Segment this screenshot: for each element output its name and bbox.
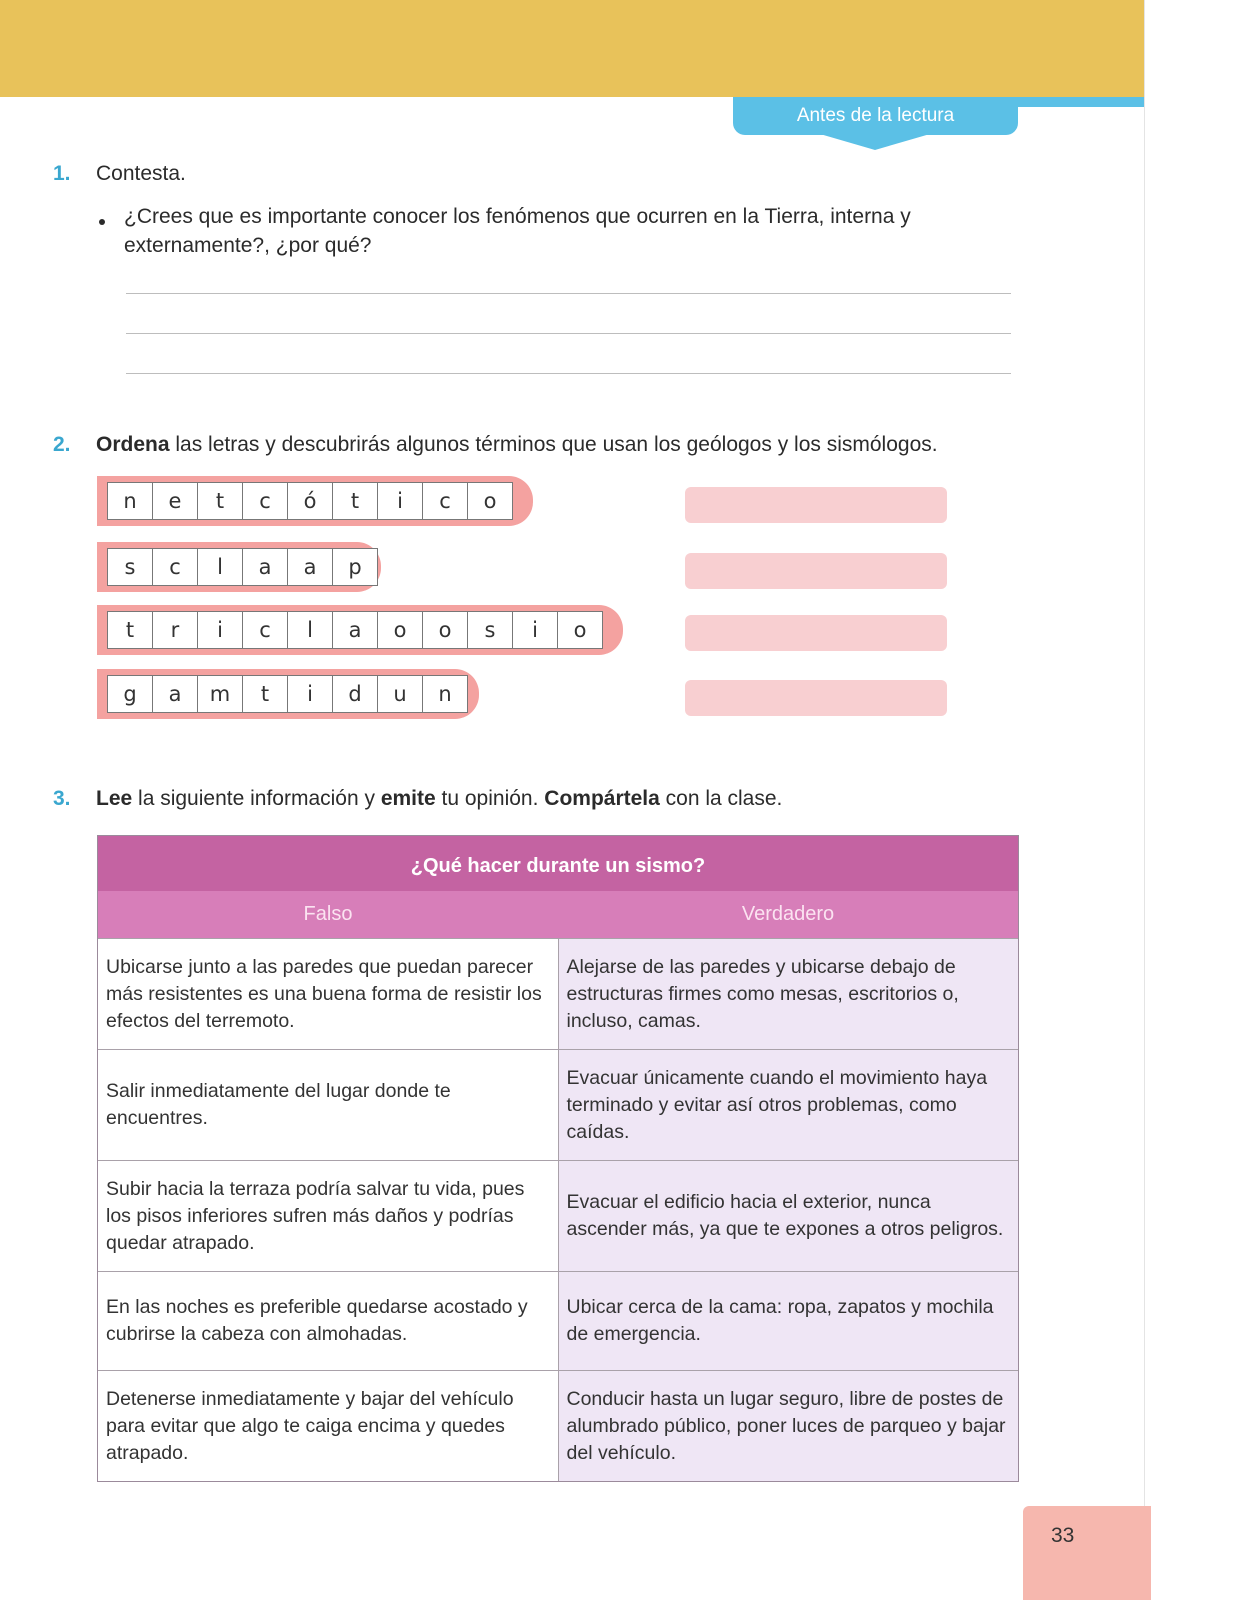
question-1-prompt: ¿Crees que es importante conocer los fenómenos que ocurren en la Tierra, interna y externamente?, ¿por qué? [124, 205, 911, 257]
falso-cell: Subir hacia la terraza podría salvar tu vida, pues los pisos inferiores sufren más daños y podrías quedar atrapado. [98, 1161, 559, 1271]
letter-box: o [573, 618, 587, 642]
scrambled-word-row [97, 542, 381, 592]
table-title: ¿Qué hacer durante un sismo? [98, 836, 1018, 891]
answer-field[interactable] [685, 615, 947, 651]
scrambled-word-row [97, 669, 479, 719]
section-tab-point [820, 134, 930, 150]
letter-box: i [513, 612, 558, 648]
letter-box: l [198, 549, 243, 585]
letter-box: o [423, 612, 468, 648]
verdadero-cell: Conducir hasta un lugar seguro, libre de postes de alumbrado público, poner luces de parqueo y bajar del vehículo. [559, 1371, 1019, 1481]
bullet-icon [99, 219, 105, 225]
letter-box: r [153, 612, 198, 648]
answer-field[interactable] [685, 680, 947, 716]
falso-cell: Ubicarse junto a las paredes que puedan parecer más resistentes es una buena forma de resistir los efectos del terremoto. [98, 939, 559, 1049]
page-number: 33 [1023, 1506, 1151, 1600]
verdadero-cell: Evacuar el edificio hacia el exterior, nunca ascender más, ya que te expones a otros peligros. [559, 1161, 1019, 1271]
scrambled-word-row [97, 605, 623, 655]
letter-box: i [198, 612, 243, 648]
scrambled-word-row [97, 476, 533, 526]
letter-box: o [378, 612, 423, 648]
falso-cell: En las noches es preferible quedarse acostado y cubrirse la cabeza con almohadas. [98, 1272, 559, 1370]
table-row [98, 938, 1018, 1049]
column-header-verdadero: Verdadero [741, 903, 835, 925]
verdadero-cell: Ubicar cerca de la cama: ropa, zapatos y mochila de emergencia. [559, 1272, 1019, 1370]
question-3-number: 3. [53, 787, 71, 810]
letter-box: t [333, 483, 378, 519]
answer-line[interactable] [126, 333, 1011, 334]
answer-field[interactable] [685, 553, 947, 589]
letter-box: d [333, 676, 378, 712]
table-row [98, 1271, 1018, 1370]
letter-box: a [288, 549, 333, 585]
letter-box: n [108, 483, 153, 519]
question-2-verb: Ordena [96, 433, 170, 456]
section-tab: Antes de la lectura [733, 97, 1018, 135]
letter-box: l [288, 612, 333, 648]
letter-box: n [438, 682, 452, 706]
letter-box: o [483, 489, 497, 513]
letter-box: m [198, 676, 243, 712]
letter-box: c [243, 612, 288, 648]
answer-line[interactable] [126, 293, 1011, 294]
question-3-verb: emite [380, 787, 436, 810]
letter-box: ó [288, 483, 333, 519]
letter-box: c [243, 483, 288, 519]
answer-field[interactable] [685, 487, 947, 523]
letter-boxes [107, 548, 378, 586]
header-band [0, 0, 1144, 97]
letter-box: g [108, 676, 153, 712]
letter-box: a [333, 612, 378, 648]
letter-box: e [153, 483, 198, 519]
question-3-instruction [96, 787, 782, 811]
question-1-number: 1. [53, 162, 71, 185]
table-row [98, 1049, 1018, 1160]
letter-boxes [107, 675, 468, 713]
letter-box: p [348, 555, 362, 579]
question-1-label: Contesta. [96, 162, 186, 185]
table-row [98, 1160, 1018, 1271]
letter-box: c [153, 549, 198, 585]
letter-box: u [378, 676, 423, 712]
letter-boxes [107, 611, 603, 649]
column-header-falso: Falso [303, 903, 353, 925]
letter-box: t [108, 612, 153, 648]
earthquake-table [97, 835, 1019, 1482]
table-header [98, 891, 1018, 938]
question-3-text: la siguiente información y [132, 787, 381, 810]
header-blue-strip [1010, 97, 1144, 107]
question-3-verb: Lee [96, 787, 133, 810]
letter-box: t [243, 676, 288, 712]
verdadero-cell: Evacuar únicamente cuando el movimiento haya terminado y evitar así otros problemas, como caídas. [559, 1050, 1019, 1160]
falso-cell: Salir inmediatamente del lugar donde te encuentres. [98, 1050, 559, 1160]
question-2-text: las letras y descubrirás algunos términos que usan los geólogos y los sismólogos. [169, 433, 938, 456]
question-2-number: 2. [53, 433, 71, 456]
falso-cell: Detenerse inmediatamente y bajar del vehículo para evitar que algo te caiga encima y quedes atrapado. [98, 1371, 559, 1481]
page-edge [1144, 0, 1236, 1600]
letter-box: a [153, 676, 198, 712]
question-2-instruction [96, 433, 938, 457]
letter-box: i [378, 483, 423, 519]
table-row [98, 1370, 1018, 1481]
letter-box: t [198, 483, 243, 519]
letter-box: s [108, 549, 153, 585]
question-3-verb: Compártela [544, 787, 660, 810]
question-3-text: tu opinión. [435, 787, 545, 810]
letter-boxes [107, 482, 513, 520]
verdadero-cell: Alejarse de las paredes y ubicarse debajo de estructuras firmes como mesas, escritorios o, incluso, camas. [559, 939, 1019, 1049]
letter-box: a [243, 549, 288, 585]
answer-line[interactable] [126, 373, 1011, 374]
letter-box: i [288, 676, 333, 712]
question-3-text: con la clase. [659, 787, 783, 810]
letter-box: c [423, 483, 468, 519]
letter-box: s [468, 612, 513, 648]
